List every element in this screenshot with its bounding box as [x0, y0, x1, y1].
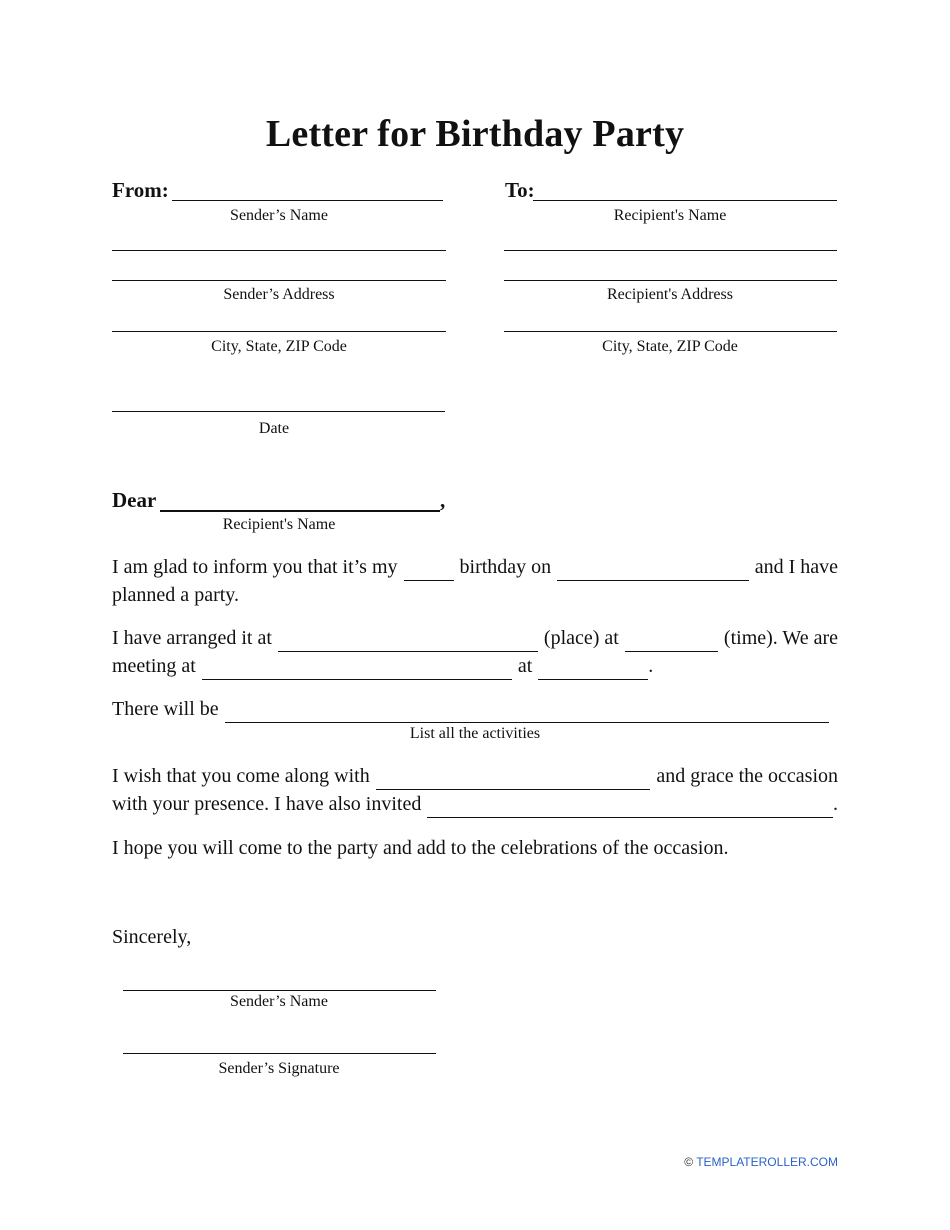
closing-text: Sincerely, [112, 926, 192, 948]
para1-text-c: and I have [754, 556, 838, 578]
para2-text-b: (place) at [543, 627, 619, 649]
footer-brand [684, 1155, 838, 1169]
paragraph-birthday [112, 553, 838, 609]
dear-label: Dear [112, 488, 157, 512]
companion-field[interactable] [376, 769, 651, 790]
recipient-city-field[interactable] [504, 331, 837, 332]
sender-city-caption: City, State, ZIP Code [211, 338, 347, 355]
to-label: To: [505, 178, 535, 202]
para4-text-b: and grace the occasion [656, 765, 838, 787]
recipient-address-line-2[interactable] [504, 280, 837, 281]
para3-text-a: There will be [112, 698, 219, 720]
sender-name-caption: Sender’s Name [230, 207, 328, 224]
sender-city-field[interactable] [112, 331, 446, 332]
para2-text-c: (time). We are [723, 627, 838, 649]
place-field[interactable] [278, 631, 538, 652]
para1-text-a: I am glad to inform you that it’s my [112, 556, 398, 578]
para2-text-e: at [517, 655, 533, 677]
closing-name-caption: Sender’s Name [230, 993, 328, 1010]
paragraph-hope: I hope you will come to the party and add to the celebrations of the occasion. [112, 837, 729, 859]
para2-text-f: . [648, 655, 654, 677]
recipient-name-field[interactable] [533, 200, 837, 201]
para1-text-b: birthday on [459, 556, 552, 578]
birthday-date-field[interactable] [557, 560, 749, 581]
paragraph-arrangement [112, 624, 838, 680]
closing-name-field[interactable] [123, 990, 436, 991]
invited-field[interactable] [427, 797, 833, 818]
activities-field[interactable] [225, 702, 829, 723]
para4-text-a: I wish that you come along with [112, 765, 370, 787]
sender-address-caption: Sender’s Address [223, 286, 335, 303]
para2-text-d: meeting at [112, 655, 196, 677]
activities-caption: List all the activities [409, 725, 541, 742]
para4-text-d: . [833, 793, 838, 815]
dear-recipient-field[interactable] [160, 510, 440, 512]
sender-address-line-1[interactable] [112, 250, 446, 251]
recipient-name-caption: Recipient's Name [613, 207, 727, 224]
para1-text-d: planned a party. [112, 584, 239, 606]
dear-comma: , [440, 488, 446, 512]
signature-field[interactable] [123, 1053, 436, 1054]
time-field[interactable] [625, 631, 718, 652]
recipient-address-caption: Recipient's Address [607, 286, 733, 303]
dear-caption: Recipient's Name [222, 516, 336, 533]
para4-text-c: with your presence. I have also invited [112, 793, 422, 815]
age-field[interactable] [404, 560, 454, 581]
document-title: Letter for Birthday Party [265, 113, 685, 155]
recipient-city-caption: City, State, ZIP Code [602, 338, 738, 355]
copyright-symbol: © [684, 1155, 694, 1169]
sender-name-field[interactable] [172, 200, 443, 201]
date-field[interactable] [112, 411, 445, 412]
para2-text-a: I have arranged it at [112, 627, 272, 649]
sender-address-line-2[interactable] [112, 280, 446, 281]
recipient-address-line-1[interactable] [504, 250, 837, 251]
from-label: From: [112, 178, 169, 202]
paragraph-invite [112, 762, 838, 818]
brand-link[interactable]: TEMPLATEROLLER.COM [696, 1155, 838, 1169]
date-caption: Date [258, 420, 290, 437]
paragraph-activities [112, 695, 838, 723]
meeting-place-field[interactable] [202, 659, 512, 680]
signature-caption: Sender’s Signature [218, 1060, 340, 1077]
meeting-time-field[interactable] [538, 659, 648, 680]
